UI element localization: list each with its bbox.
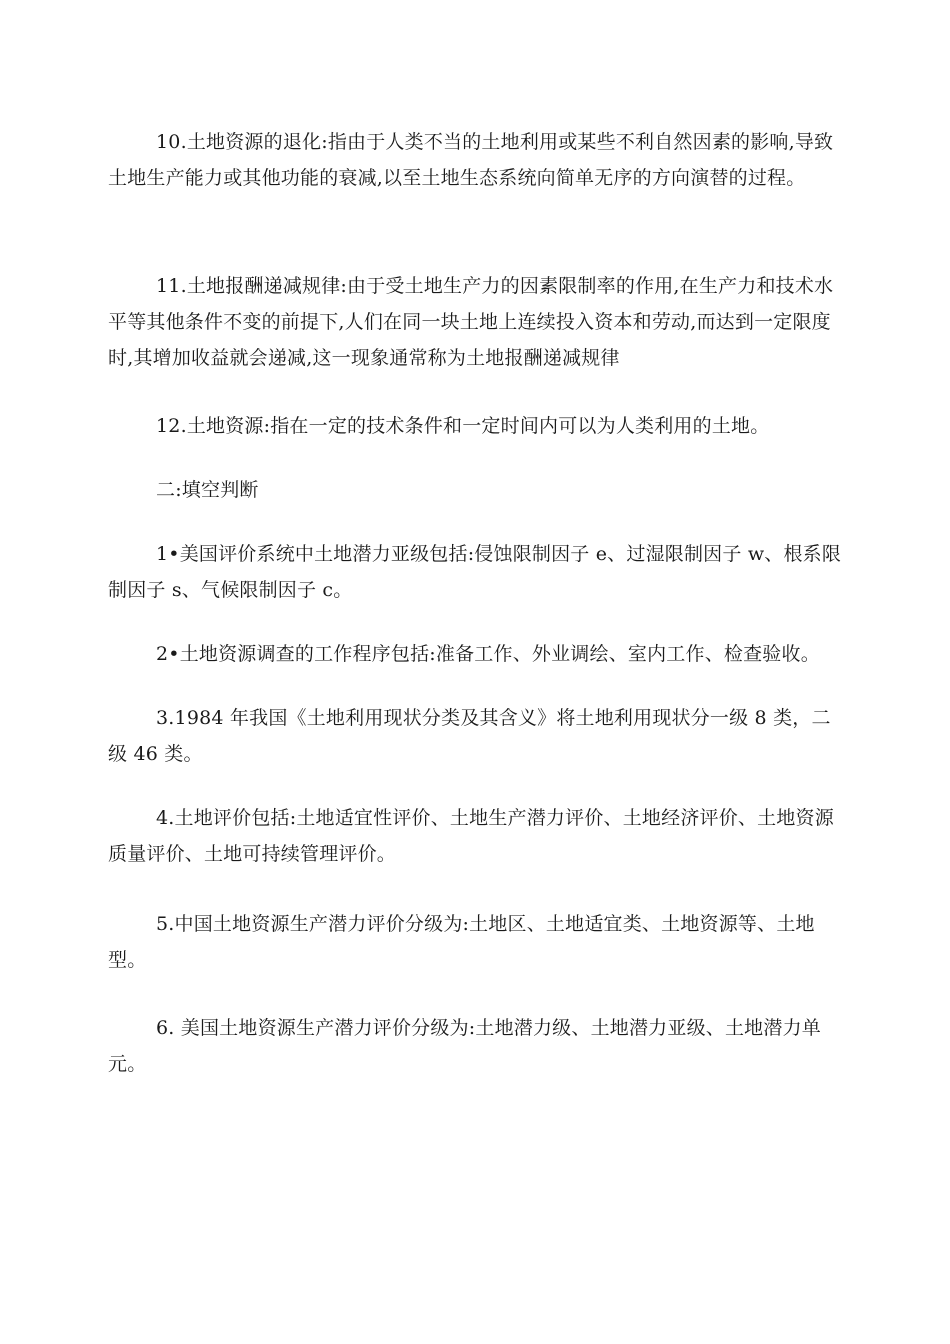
fill-item-4: 4.土地评价包括:土地适宜性评价、土地生产潜力评价、土地经济评价、土地资源质量评价、土地可持续管理评价。 xyxy=(108,807,834,865)
fill-item-5: 5.中国土地资源生产潜力评价分级为:土地区、土地适宜类、土地资源等、土地型。 xyxy=(108,913,815,971)
fill-item-6: 6. 美国土地资源生产潜力评价分级为:土地潜力级、土地潜力亚级、土地潜力单元。 xyxy=(108,1017,821,1075)
fill-item-2: 2•土地资源调查的工作程序包括:准备工作、外业调绘、室内工作、检查验收。 xyxy=(156,643,820,665)
definition-diminishing-returns: 11.土地报酬递减规律:由于受土地生产力的因素限制率的作用,在生产力和技术水平等其他条件不变的前提下,人们在同一块土地上连续投入资本和劳动,而达到一定限度时,其增加收益就会递减,这一现象通常称为土地报酬递减规律 xyxy=(108,275,834,369)
section-heading-fill-in: 二:填空判断 xyxy=(156,479,259,501)
definition-land-resources: 12.土地资源:指在一定的技术条件和一定时间内可以为人类利用的土地。 xyxy=(156,415,770,437)
fill-item-3: 3.1984 年我国《土地利用现状分类及其含义》将土地利用现状分一级 8 类，二级 46 类。 xyxy=(108,707,831,765)
definition-land-degradation: 10.土地资源的退化:指由于人类不当的土地利用或某些不利自然因素的影响,导致土地生产能力或其他功能的衰减,以至土地生态系统向简单无序的方向演替的过程。 xyxy=(108,131,834,189)
fill-item-1: 1•美国评价系统中土地潜力亚级包括:侵蚀限制因子 e、过湿限制因子 w、根系限制因子 s、气候限制因子 c。 xyxy=(108,543,842,601)
